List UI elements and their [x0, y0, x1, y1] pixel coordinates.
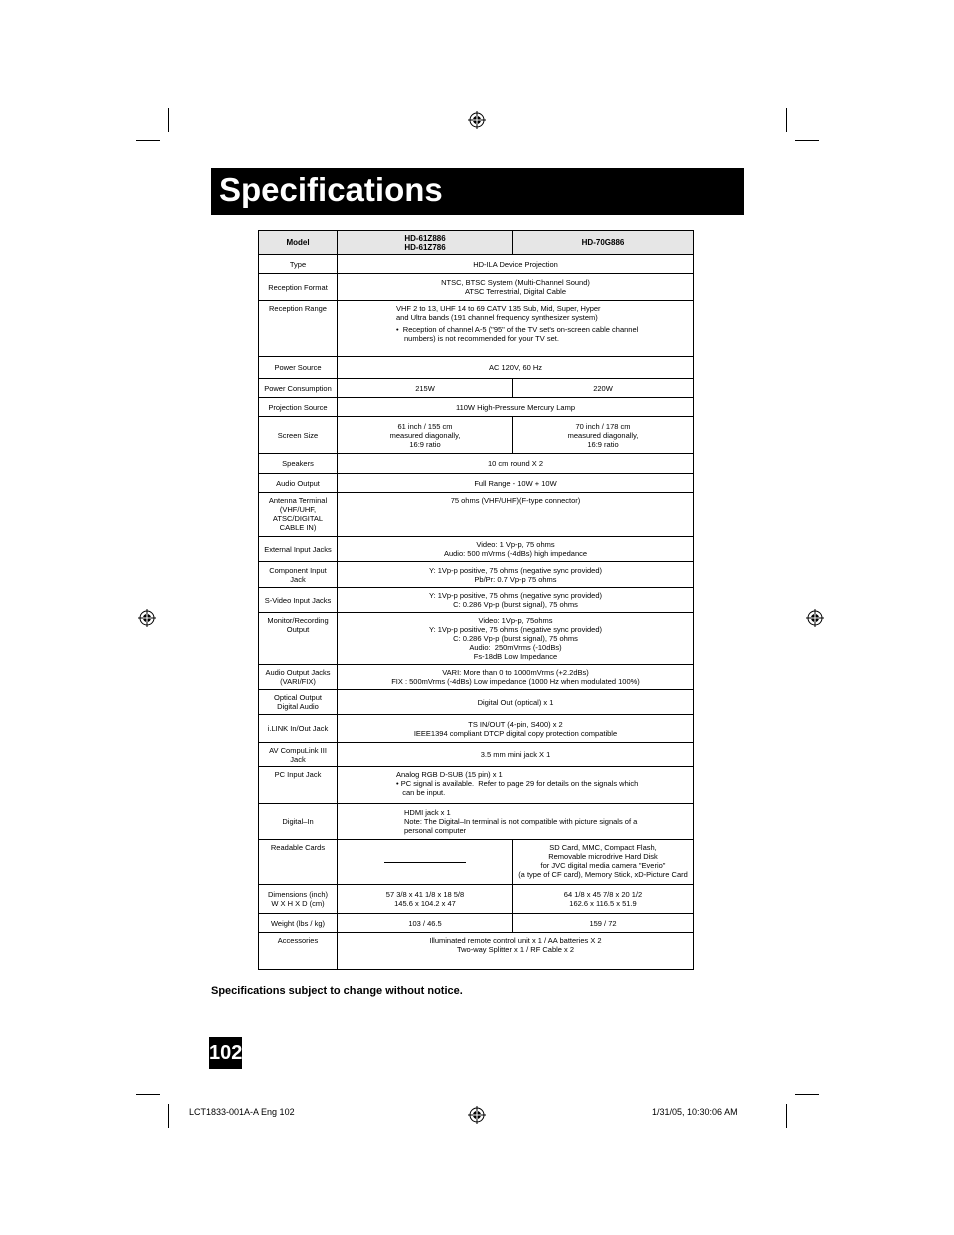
table-row: [259, 613, 694, 665]
row-value: 110W High-Pressure Mercury Lamp: [338, 398, 694, 417]
table-row: [259, 933, 694, 970]
page-number: 102: [209, 1037, 242, 1069]
header-model: Model: [259, 231, 338, 255]
footer-job-id: LCT1833-001A-A Eng 102: [189, 1107, 295, 1117]
row-value: Full Range - 10W + 10W: [338, 474, 694, 493]
header-model-1: HD-61Z886 HD-61Z786: [338, 231, 513, 255]
row-label: Audio Output Jacks (VARI/FIX): [259, 665, 338, 690]
row-label: Power Consumption: [259, 379, 338, 398]
table-row: [259, 398, 694, 417]
table-row: [259, 743, 694, 767]
row-label: PC Input Jack: [259, 767, 338, 804]
table-row: [259, 562, 694, 588]
header-model-2: HD-70G886: [513, 231, 694, 255]
table-row: [259, 493, 694, 537]
row-value: NTSC, BTSC System (Multi-Channel Sound) ATSC Terrestrial, Digital Cable: [338, 274, 694, 301]
row-label: Digital–In: [259, 804, 338, 840]
row-value: Video: 1 Vp-p, 75 ohms Audio: 500 mVrms (-4dBs) high impedance: [338, 537, 694, 562]
page-title: Specifications: [219, 171, 443, 208]
table-row: [259, 379, 694, 398]
table-row: [259, 537, 694, 562]
table-row: [259, 804, 694, 840]
row-value: AC 120V, 60 Hz: [338, 357, 694, 379]
row-label: Accessories: [259, 933, 338, 970]
table-row: [259, 665, 694, 690]
row-label: Readable Cards: [259, 840, 338, 885]
row-value-2: SD Card, MMC, Compact Flash, Removable microdrive Hard Disk for JVC digital media camera "Everio" (a type of CF card), Memory Stick, xD-Picture Card: [513, 840, 694, 885]
row-value: Y: 1Vp-p positive, 75 ohms (negative sync provided) C: 0.286 Vp-p (burst signal), 75 ohms: [338, 588, 694, 613]
row-label: S-Video Input Jacks: [259, 588, 338, 613]
registration-mark-icon: [468, 1106, 486, 1124]
table-row: [259, 885, 694, 914]
footer-timestamp: 1/31/05, 10:30:06 AM: [652, 1107, 738, 1117]
row-label: Speakers: [259, 454, 338, 474]
row-value: Y: 1Vp-p positive, 75 ohms (negative sync provided) Pb/Pr: 0.7 Vp-p 75 ohms: [338, 562, 694, 588]
table-row: [259, 690, 694, 715]
crop-mark: [795, 1094, 819, 1095]
table-row: [259, 715, 694, 743]
row-value-2: 220W: [513, 379, 694, 398]
row-label: Reception Range: [259, 301, 338, 357]
row-value: Digital Out (optical) x 1: [338, 690, 694, 715]
row-label: Optical Output Digital Audio: [259, 690, 338, 715]
table-row: [259, 454, 694, 474]
crop-mark: [136, 1094, 160, 1095]
crop-mark: [795, 140, 819, 141]
row-label: Type: [259, 255, 338, 274]
specifications-table: [258, 230, 694, 970]
row-value-2: 70 inch / 178 cm measured diagonally, 16:9 ratio: [513, 417, 694, 454]
row-value: HDMI jack x 1 Note: The Digital–In terminal is not compatible with picture signals of a personal computer: [338, 804, 694, 840]
table-row: [259, 301, 694, 357]
row-label: Dimensions (inch) W X H X D (cm): [259, 885, 338, 914]
row-value-1: 103 / 46.5: [338, 914, 513, 933]
title-bar: [211, 168, 744, 215]
table-row: [259, 914, 694, 933]
crop-mark: [168, 1104, 169, 1128]
row-label: AV CompuLink III Jack: [259, 743, 338, 767]
row-label: Power Source: [259, 357, 338, 379]
row-label: Reception Format: [259, 274, 338, 301]
registration-mark-icon: [468, 111, 486, 129]
row-label: Weight (lbs / kg): [259, 914, 338, 933]
row-value-1: 215W: [338, 379, 513, 398]
row-value: 3.5 mm mini jack X 1: [338, 743, 694, 767]
registration-mark-icon: [806, 609, 824, 627]
crop-mark: [786, 1104, 787, 1128]
change-notice: Specifications subject to change without notice.: [211, 985, 463, 997]
row-label: Monitor/Recording Output: [259, 613, 338, 665]
row-label: Projection Source: [259, 398, 338, 417]
row-label: Audio Output: [259, 474, 338, 493]
row-label: External Input Jacks: [259, 537, 338, 562]
row-value: VARI: More than 0 to 1000mVrms (+2.2dBs) FIX : 500mVrms (-4dBs) Low impedance (1000 Hz when modulated 100%): [338, 665, 694, 690]
table-row: [259, 274, 694, 301]
row-value: VHF 2 to 13, UHF 14 to 69 CATV 135 Sub, Mid, Super, Hyper and Ultra bands (191 channel frequency synthesizer system) • Reception of channel A-5 ("95" of the TV set's on-screen cable channel numbers) is not recommended for your TV set.: [338, 301, 694, 357]
row-value: Analog RGB D-SUB (15 pin) x 1 • PC signal is available. Refer to page 29 for details on the signals which can be input.: [338, 767, 694, 804]
row-value: Illuminated remote control unit x 1 / AA batteries X 2 Two-way Splitter x 1 / RF Cable x 2: [338, 933, 694, 970]
table-row: [259, 474, 694, 493]
row-label: Screen Size: [259, 417, 338, 454]
table-row: [259, 767, 694, 804]
crop-mark: [168, 108, 169, 132]
row-value-2: 159 / 72: [513, 914, 694, 933]
row-value: 75 ohms (VHF/UHF)(F-type connector): [338, 493, 694, 537]
table-header-row: [259, 231, 694, 255]
row-value: 10 cm round X 2: [338, 454, 694, 474]
crop-mark: [786, 108, 787, 132]
table-row: [259, 255, 694, 274]
row-label: Antenna Terminal (VHF/UHF, ATSC/DIGITAL CABLE IN): [259, 493, 338, 537]
table-row: [259, 840, 694, 885]
row-label: Component Input Jack: [259, 562, 338, 588]
table-row: [259, 417, 694, 454]
empty-value-rule: [384, 862, 466, 863]
crop-mark: [136, 140, 160, 141]
row-value: TS IN/OUT (4-pin, S400) x 2 IEEE1394 compliant DTCP digital copy protection compatible: [338, 715, 694, 743]
table-row: [259, 588, 694, 613]
row-value-2: 64 1/8 x 45 7/8 x 20 1/2 162.6 x 116.5 x 51.9: [513, 885, 694, 914]
row-value-1: [338, 840, 513, 885]
row-value: Video: 1Vp-p, 75ohms Y: 1Vp-p positive, 75 ohms (negative sync provided) C: 0.286 Vp-p (burst signal), 75 ohms Audio: 250mVrms (-10dBs) Fs-18dB Low Impedance: [338, 613, 694, 665]
row-value-1: 61 inch / 155 cm measured diagonally, 16:9 ratio: [338, 417, 513, 454]
row-value: HD-ILA Device Projection: [338, 255, 694, 274]
registration-mark-icon: [138, 609, 156, 627]
row-value-1: 57 3/8 x 41 1/8 x 18 5/8 145.6 x 104.2 x 47: [338, 885, 513, 914]
table-row: [259, 357, 694, 379]
row-label: i.LINK In/Out Jack: [259, 715, 338, 743]
